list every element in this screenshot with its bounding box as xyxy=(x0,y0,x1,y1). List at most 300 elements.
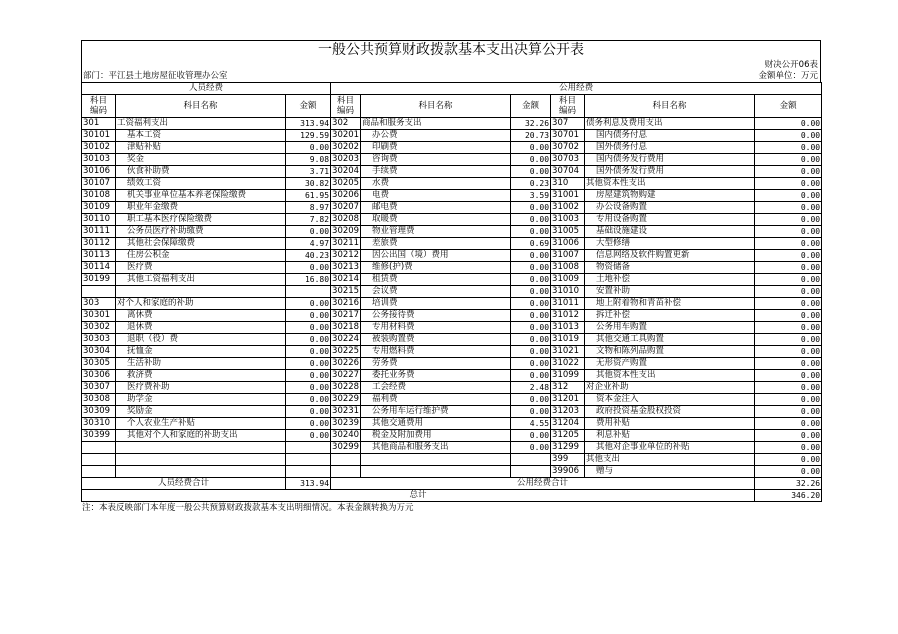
public-right-item-name: 费用补贴 xyxy=(585,418,755,430)
personnel-amount: 4.97 xyxy=(286,238,331,250)
public-right-item-name: 对企业补助 xyxy=(585,382,755,394)
column-header-row xyxy=(82,95,822,118)
personnel-amount: 0.00 xyxy=(286,346,331,358)
table-row xyxy=(82,202,822,214)
public-right-amount: 0.00 xyxy=(755,298,822,310)
personnel-amount: 0.00 xyxy=(286,334,331,346)
public-mid-amount: 0.00 xyxy=(511,226,551,238)
public-right-amount: 0.00 xyxy=(755,226,822,238)
public-right-item-name: 专用设备购置 xyxy=(585,214,755,226)
public-mid-amount: 0.00 xyxy=(511,358,551,370)
form-code: 财决公开06表 xyxy=(764,60,818,70)
public-mid-code: 30201 xyxy=(332,130,360,140)
public-right-amount: 0.00 xyxy=(755,382,822,394)
personnel-item-name: 职业年金缴费 xyxy=(116,202,286,214)
public-right-amount: 0.00 xyxy=(755,142,822,154)
public-mid-item-name: 物业管理费 xyxy=(361,226,511,238)
personnel-amount: 0.00 xyxy=(286,226,331,238)
public-right-code: 30703 xyxy=(551,154,585,166)
personnel-item-name: 退休费 xyxy=(116,322,286,334)
public-right-item-name: 国外债务发行费用 xyxy=(585,166,755,178)
public-right-code: 31204 xyxy=(551,418,585,430)
public-right-item-name: 无形资产购置 xyxy=(585,358,755,370)
public-right-amount: 0.00 xyxy=(755,394,822,406)
public-mid-amount: 0.00 xyxy=(511,394,551,406)
public-mid-code: 30215 xyxy=(332,286,360,296)
personnel-item-name: 职工基本医疗保险缴费 xyxy=(116,214,286,226)
personnel-amount: 0.00 xyxy=(286,418,331,430)
public-right-item-name: 文物和陈列品购置 xyxy=(585,346,755,358)
table-row xyxy=(82,406,822,418)
public-mid-item-name: 委托业务费 xyxy=(361,370,511,382)
public-mid-item-name: 被装购置费 xyxy=(361,334,511,346)
public-mid-code: 30214 xyxy=(332,274,360,284)
public-mid-item-name: 印刷费 xyxy=(361,142,511,154)
personnel-item-name: 医疗费 xyxy=(116,262,286,274)
public-mid-code: 30227 xyxy=(332,370,360,380)
grand-total-amount: 346.20 xyxy=(755,490,822,502)
personnel-amount: 0.00 xyxy=(286,406,331,418)
public-right-code: 31006 xyxy=(551,238,585,250)
personnel-amount: 0.00 xyxy=(286,142,331,154)
personnel-code: 30103 xyxy=(82,154,116,166)
public-right-amount: 0.00 xyxy=(755,346,822,358)
public-right-item-name: 债务利息及费用支出 xyxy=(585,118,755,130)
public-right-code: 30701 xyxy=(551,130,585,142)
public-right-amount: 0.00 xyxy=(755,370,822,382)
col-amount-header: 金额 xyxy=(286,95,331,118)
public-right-item-name: 土地补偿 xyxy=(585,274,755,286)
public-right-amount: 0.00 xyxy=(755,214,822,226)
personnel-code: 30305 xyxy=(82,358,116,370)
table-row xyxy=(82,274,822,286)
public-mid-item-name: 办公费 xyxy=(361,130,511,142)
personnel-amount: 0.00 xyxy=(286,394,331,406)
public-mid-item-name: 专用燃料费 xyxy=(361,346,511,358)
personnel-code: 30308 xyxy=(82,394,116,406)
col-amount-header: 金额 xyxy=(511,95,551,118)
public-mid-amount: 0.00 xyxy=(511,166,551,178)
public-mid-code: 30209 xyxy=(332,226,360,236)
public-right-amount: 0.00 xyxy=(755,274,822,286)
public-right-code: 31019 xyxy=(551,334,585,346)
col-name-header: 科目名称 xyxy=(585,95,755,118)
table-row xyxy=(82,178,822,190)
public-right-code: 31012 xyxy=(551,310,585,322)
personnel-item-name: 退职（役）费 xyxy=(116,334,286,346)
public-right-code: 31001 xyxy=(551,190,585,202)
public-mid-amount: 0.00 xyxy=(511,154,551,166)
report-title: 一般公共预算财政拨款基本支出决算公开表 xyxy=(81,40,821,60)
table-row xyxy=(82,118,822,130)
public-right-amount: 0.00 xyxy=(755,250,822,262)
personnel-item-name: 抚恤金 xyxy=(116,346,286,358)
personnel-code: 30303 xyxy=(82,334,116,346)
personnel-amount: 9.08 xyxy=(286,154,331,166)
public-mid-code: 30218 xyxy=(332,322,360,332)
public-mid-item-name: 电费 xyxy=(361,190,511,202)
public-mid-amount: 0.00 xyxy=(511,430,551,442)
public-mid-item-name: 因公出国（境）费用 xyxy=(361,250,511,262)
personnel-amount: 7.82 xyxy=(286,214,331,226)
public-mid-amount: 0.00 xyxy=(511,322,551,334)
public-mid-item-name: 取暖费 xyxy=(361,214,511,226)
personnel-code: 30107 xyxy=(82,178,116,190)
personnel-item-name: 机关事业单位基本养老保险缴费 xyxy=(116,190,286,202)
public-right-amount: 0.00 xyxy=(755,118,822,130)
personnel-code: 30114 xyxy=(82,262,116,274)
public-right-code: 31007 xyxy=(551,250,585,262)
table-row xyxy=(82,382,822,394)
public-mid-item-name: 税金及附加费用 xyxy=(361,430,511,442)
public-mid-amount: 0.00 xyxy=(511,250,551,262)
public-mid-item-name: 租赁费 xyxy=(361,274,511,286)
table-row xyxy=(82,334,822,346)
personnel-amount: 16.80 xyxy=(286,274,331,286)
public-right-code: 30704 xyxy=(551,166,585,178)
public-mid-amount: 0.00 xyxy=(511,262,551,274)
personnel-amount: 3.71 xyxy=(286,166,331,178)
section-public: 公用经费 xyxy=(331,83,822,95)
personnel-code: 303 xyxy=(82,298,116,310)
public-mid-item-name: 公务接待费 xyxy=(361,310,511,322)
table-row xyxy=(82,370,822,382)
col-amount-header: 金额 xyxy=(755,95,822,118)
table-row xyxy=(82,214,822,226)
public-right-amount: 0.00 xyxy=(755,178,822,190)
public-right-amount: 0.00 xyxy=(755,238,822,250)
personnel-amount xyxy=(286,286,331,298)
public-mid-code: 30231 xyxy=(332,406,360,416)
table-row xyxy=(82,358,822,370)
personnel-total-label: 人员经费合计 xyxy=(82,478,286,490)
public-right-code: 31022 xyxy=(551,358,585,370)
col-code-header: 科目 编码 xyxy=(551,95,585,118)
public-right-item-name: 国内债务发行费用 xyxy=(585,154,755,166)
public-mid-item-name: 工会经费 xyxy=(361,382,511,394)
public-mid-amount: 0.00 xyxy=(511,310,551,322)
personnel-item-name: 助学金 xyxy=(116,394,286,406)
personnel-code: 30302 xyxy=(82,322,116,334)
public-mid-amount xyxy=(511,454,551,466)
public-right-code: 31099 xyxy=(551,370,585,382)
public-mid-item-name: 咨询费 xyxy=(361,154,511,166)
public-right-code: 31021 xyxy=(551,346,585,358)
public-right-amount: 0.00 xyxy=(755,130,822,142)
personnel-item-name xyxy=(116,466,286,478)
public-mid-code: 30225 xyxy=(332,346,360,356)
personnel-item-name: 其他对个人和家庭的补助支出 xyxy=(116,430,286,442)
public-mid-item-name: 会议费 xyxy=(361,286,511,298)
public-mid-code: 30226 xyxy=(332,358,360,368)
public-right-amount: 0.00 xyxy=(755,466,822,478)
personnel-amount: 0.00 xyxy=(286,382,331,394)
personnel-item-name: 伙食补助费 xyxy=(116,166,286,178)
public-right-item-name: 信息网络及软件购置更新 xyxy=(585,250,755,262)
public-mid-code: 30202 xyxy=(332,142,360,152)
personnel-code: 30304 xyxy=(82,346,116,358)
report-sheet xyxy=(81,40,821,514)
personnel-item-name: 医疗费补助 xyxy=(116,382,286,394)
public-mid-code: 30224 xyxy=(332,334,360,344)
public-right-code: 31008 xyxy=(551,262,585,274)
public-mid-amount: 0.23 xyxy=(511,178,551,190)
public-mid-amount: 0.00 xyxy=(511,142,551,154)
table-row xyxy=(82,394,822,406)
public-right-amount: 0.00 xyxy=(755,358,822,370)
public-right-amount: 0.00 xyxy=(755,322,822,334)
public-mid-item-name xyxy=(361,454,511,466)
public-mid-amount: 0.69 xyxy=(511,238,551,250)
public-right-code: 31005 xyxy=(551,226,585,238)
public-mid-item-name: 福利费 xyxy=(361,394,511,406)
public-right-amount: 0.00 xyxy=(755,286,822,298)
public-mid-code: 30216 xyxy=(332,298,360,308)
public-mid-code xyxy=(331,454,361,466)
public-mid-amount: 0.00 xyxy=(511,298,551,310)
public-right-amount: 0.00 xyxy=(755,454,822,466)
public-mid-code xyxy=(331,466,361,478)
public-mid-code: 30208 xyxy=(332,214,360,224)
personnel-code xyxy=(82,454,116,466)
public-right-item-name: 其他对企事业单位的补贴 xyxy=(585,442,755,454)
public-mid-item-name: 邮电费 xyxy=(361,202,511,214)
personnel-code: 30111 xyxy=(82,226,116,238)
personnel-item-name: 津贴补贴 xyxy=(116,142,286,154)
public-mid-item-name: 其他交通费用 xyxy=(361,418,511,430)
public-mid-code: 302 xyxy=(331,118,361,130)
personnel-code: 30301 xyxy=(82,310,116,322)
personnel-item-name: 绩效工资 xyxy=(116,178,286,190)
unit-label: 金额单位：万元 xyxy=(758,71,818,81)
personnel-amount: 0.00 xyxy=(286,430,331,442)
public-mid-amount: 0.00 xyxy=(511,406,551,418)
table-row xyxy=(82,238,822,250)
public-mid-code: 30211 xyxy=(332,238,360,248)
section-personnel: 人员经费 xyxy=(82,83,331,95)
public-right-code: 307 xyxy=(551,118,585,130)
public-right-amount: 0.00 xyxy=(755,190,822,202)
public-right-amount: 0.00 xyxy=(755,166,822,178)
public-mid-amount: 0.00 xyxy=(511,370,551,382)
public-right-item-name: 地上附着物和青苗补偿 xyxy=(585,298,755,310)
personnel-amount: 0.00 xyxy=(286,262,331,274)
personnel-code: 30102 xyxy=(82,142,116,154)
personnel-amount: 8.97 xyxy=(286,202,331,214)
public-right-amount: 0.00 xyxy=(755,406,822,418)
col-code-header: 科目 编码 xyxy=(82,95,116,118)
personnel-code xyxy=(82,442,116,454)
public-right-code: 31009 xyxy=(551,274,585,286)
public-right-item-name: 基础设施建设 xyxy=(585,226,755,238)
personnel-amount: 0.00 xyxy=(286,298,331,310)
public-right-code: 31011 xyxy=(551,298,585,310)
table-row xyxy=(82,442,822,454)
personnel-code xyxy=(82,286,116,298)
personnel-amount: 313.94 xyxy=(286,118,331,130)
personnel-code xyxy=(82,466,116,478)
public-total-label: 公用经费合计 xyxy=(331,478,755,490)
public-right-amount: 0.00 xyxy=(755,418,822,430)
personnel-code: 30109 xyxy=(82,202,116,214)
personnel-amount: 0.00 xyxy=(286,358,331,370)
public-mid-code: 30205 xyxy=(332,178,360,188)
public-right-amount: 0.00 xyxy=(755,310,822,322)
personnel-code: 30199 xyxy=(82,274,116,286)
public-mid-code: 30213 xyxy=(332,262,360,272)
public-mid-item-name: 维修(护)费 xyxy=(361,262,511,274)
personnel-item-name: 个人农业生产补贴 xyxy=(116,418,286,430)
table-row xyxy=(82,466,822,478)
public-mid-amount: 0.00 xyxy=(511,214,551,226)
personnel-item-name: 工资福利支出 xyxy=(116,118,286,130)
table-row xyxy=(82,142,822,154)
personnel-amount: 0.00 xyxy=(286,370,331,382)
public-right-code: 312 xyxy=(551,382,585,394)
personnel-item-name: 公务员医疗补助缴费 xyxy=(116,226,286,238)
personnel-code: 30399 xyxy=(82,430,116,442)
public-mid-code: 30206 xyxy=(332,190,360,200)
personnel-amount xyxy=(286,454,331,466)
public-right-code: 31003 xyxy=(551,214,585,226)
personnel-item-name: 救济费 xyxy=(116,370,286,382)
public-right-code: 31299 xyxy=(551,442,585,454)
public-right-item-name: 政府投资基金股权投资 xyxy=(585,406,755,418)
personnel-code: 30306 xyxy=(82,370,116,382)
personnel-code: 30101 xyxy=(82,130,116,142)
table-row xyxy=(82,322,822,334)
public-mid-code: 30240 xyxy=(332,430,360,440)
col-code-header: 科目 编码 xyxy=(331,95,361,118)
personnel-amount: 0.00 xyxy=(286,310,331,322)
public-mid-code: 30229 xyxy=(332,394,360,404)
public-mid-amount xyxy=(511,466,551,478)
public-right-amount: 0.00 xyxy=(755,154,822,166)
grand-total-label: 总计 xyxy=(82,490,755,502)
public-right-item-name: 国外债务付息 xyxy=(585,142,755,154)
personnel-item-name xyxy=(116,454,286,466)
public-right-amount: 0.00 xyxy=(755,334,822,346)
public-right-item-name: 其他交通工具购置 xyxy=(585,334,755,346)
personnel-code: 30106 xyxy=(82,166,116,178)
personnel-item-name: 其他工资福利支出 xyxy=(116,274,286,286)
subtotal-row xyxy=(82,478,822,490)
table-row xyxy=(82,454,822,466)
public-right-item-name: 其他资本性支出 xyxy=(585,178,755,190)
public-mid-code: 30217 xyxy=(332,310,360,320)
public-right-item-name: 资本金注入 xyxy=(585,394,755,406)
personnel-item-name: 奖励金 xyxy=(116,406,286,418)
personnel-code: 30310 xyxy=(82,418,116,430)
public-right-code: 31013 xyxy=(551,322,585,334)
table-row xyxy=(82,286,822,298)
public-mid-item-name: 其他商品和服务支出 xyxy=(361,442,511,454)
personnel-item-name: 对个人和家庭的补助 xyxy=(116,298,286,310)
public-right-item-name: 大型修缮 xyxy=(585,238,755,250)
public-mid-code: 30212 xyxy=(332,250,360,260)
public-right-amount: 0.00 xyxy=(755,262,822,274)
table-row xyxy=(82,226,822,238)
public-right-code: 31002 xyxy=(551,202,585,214)
grand-total-row xyxy=(82,490,822,502)
table-row xyxy=(82,418,822,430)
public-mid-code: 30203 xyxy=(332,154,360,164)
public-right-item-name: 赠与 xyxy=(585,466,755,478)
public-mid-code: 30239 xyxy=(332,418,360,428)
public-mid-item-name: 水费 xyxy=(361,178,511,190)
public-mid-item-name: 商品和服务支出 xyxy=(361,118,511,130)
public-right-item-name: 利息补贴 xyxy=(585,430,755,442)
personnel-code: 30110 xyxy=(82,214,116,226)
public-right-code: 30702 xyxy=(551,142,585,154)
public-mid-amount: 0.00 xyxy=(511,442,551,454)
personnel-code: 30307 xyxy=(82,382,116,394)
public-mid-item-name: 公务用车运行维护费 xyxy=(361,406,511,418)
personnel-amount: 40.23 xyxy=(286,250,331,262)
personnel-amount xyxy=(286,466,331,478)
public-right-item-name: 物资储备 xyxy=(585,262,755,274)
public-mid-amount: 0.00 xyxy=(511,274,551,286)
personnel-amount: 129.59 xyxy=(286,130,331,142)
department-name: 部门：平江县土地房屋征收管理办公室 xyxy=(83,71,228,81)
public-right-item-name: 办公设备购置 xyxy=(585,202,755,214)
public-right-code: 310 xyxy=(551,178,585,190)
public-right-item-name: 拆迁补偿 xyxy=(585,310,755,322)
public-mid-item-name xyxy=(361,466,511,478)
public-mid-item-name: 劳务费 xyxy=(361,358,511,370)
public-mid-code: 30299 xyxy=(332,442,360,452)
public-right-item-name: 房屋建筑物购建 xyxy=(585,190,755,202)
public-right-amount: 0.00 xyxy=(755,202,822,214)
public-right-code: 39906 xyxy=(551,466,585,478)
public-right-code: 399 xyxy=(551,454,585,466)
table-row xyxy=(82,166,822,178)
public-right-item-name: 其他资本性支出 xyxy=(585,370,755,382)
public-right-item-name: 其他支出 xyxy=(585,454,755,466)
public-mid-item-name: 手续费 xyxy=(361,166,511,178)
table-row xyxy=(82,430,822,442)
personnel-item-name: 奖金 xyxy=(116,154,286,166)
personnel-code: 30309 xyxy=(82,406,116,418)
personnel-code: 30112 xyxy=(82,238,116,250)
public-right-code: 31203 xyxy=(551,406,585,418)
personnel-code: 30108 xyxy=(82,190,116,202)
public-mid-item-name: 专用材料费 xyxy=(361,322,511,334)
public-mid-amount: 2.48 xyxy=(511,382,551,394)
col-name-header: 科目名称 xyxy=(116,95,286,118)
expenditure-table xyxy=(81,82,822,502)
public-mid-amount: 20.73 xyxy=(511,130,551,142)
personnel-item-name: 住房公积金 xyxy=(116,250,286,262)
public-right-item-name: 国内债务付息 xyxy=(585,130,755,142)
personnel-item-name: 离休费 xyxy=(116,310,286,322)
public-mid-amount: 0.00 xyxy=(511,202,551,214)
dept-row xyxy=(81,71,821,82)
table-row xyxy=(82,130,822,142)
col-name-header: 科目名称 xyxy=(361,95,511,118)
personnel-item-name: 其他社会保障缴费 xyxy=(116,238,286,250)
personnel-code: 301 xyxy=(82,118,116,130)
table-row xyxy=(82,346,822,358)
public-right-item-name: 安置补助 xyxy=(585,286,755,298)
public-mid-amount: 0.00 xyxy=(511,286,551,298)
personnel-item-name: 生活补助 xyxy=(116,358,286,370)
table-row xyxy=(82,262,822,274)
personnel-item-name xyxy=(116,286,286,298)
public-right-amount: 0.00 xyxy=(755,430,822,442)
public-mid-item-name: 差旅费 xyxy=(361,238,511,250)
public-mid-amount: 0.00 xyxy=(511,346,551,358)
